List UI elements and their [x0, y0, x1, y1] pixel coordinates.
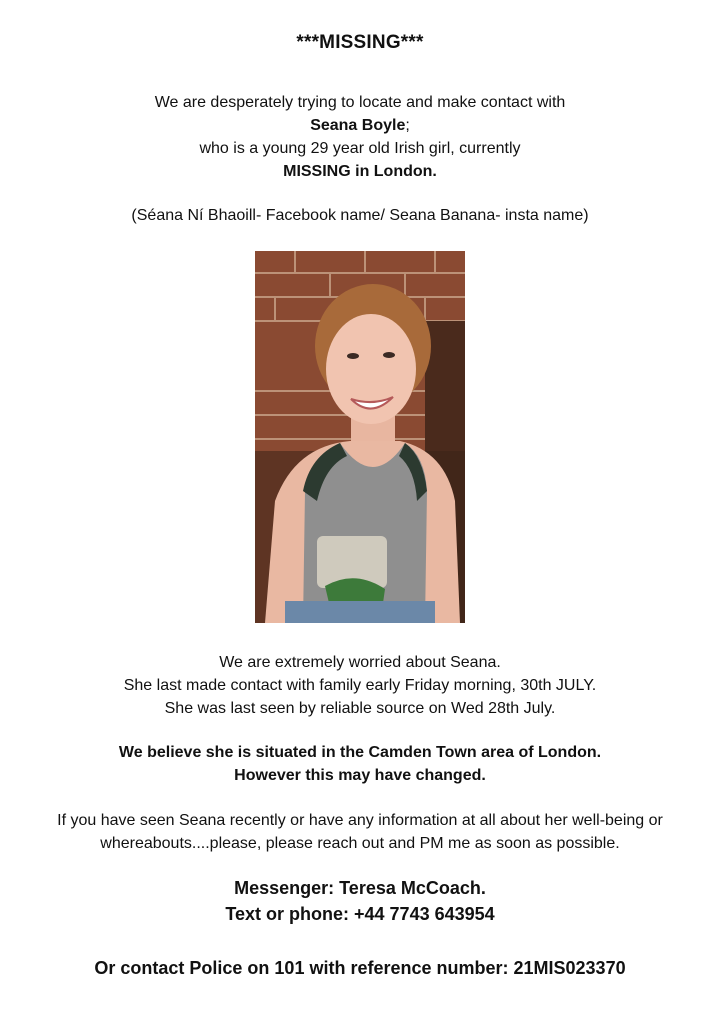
- worried-line: We are extremely worried about Seana.: [219, 654, 501, 671]
- poster-title: ***MISSING***: [296, 32, 424, 53]
- location-line: We believe she is situated in the Camden Town area of London.: [118, 744, 602, 761]
- missing-location-line: MISSING in London.: [283, 163, 437, 180]
- missing-person-photo: [255, 251, 465, 623]
- missing-person-name: Seana Boyle: [310, 117, 406, 134]
- intro-line: We are desperately trying to locate and make contact with: [154, 94, 566, 111]
- messenger-contact: Messenger: Teresa McCoach.: [234, 878, 486, 898]
- appeal-line-2: whereabouts....please, please reach out and PM me as soon as possible.: [100, 835, 620, 852]
- last-contact-line: She last made contact with family early Friday morning, 30th JULY.: [123, 677, 597, 694]
- age-line: who is a young 29 year old Irish girl, currently: [199, 140, 521, 157]
- appeal-line: If you have seen Seana recently or have any information at all about her well-being or: [57, 812, 663, 829]
- aliases-line: (Séana Ní Bhaoill- Facebook name/ Seana Banana- insta name): [131, 207, 589, 224]
- phone-contact: Text or phone: +44 7743 643954: [225, 904, 495, 924]
- location-caveat-line: However this may have changed.: [234, 767, 486, 784]
- last-seen-line: She was last seen by reliable source on Wed 28th July.: [164, 700, 556, 717]
- police-contact: Or contact Police on 101 with reference number: 21MIS023370: [94, 958, 626, 978]
- name-line: [0, 116, 720, 135]
- name-punctuation: ;: [405, 117, 410, 134]
